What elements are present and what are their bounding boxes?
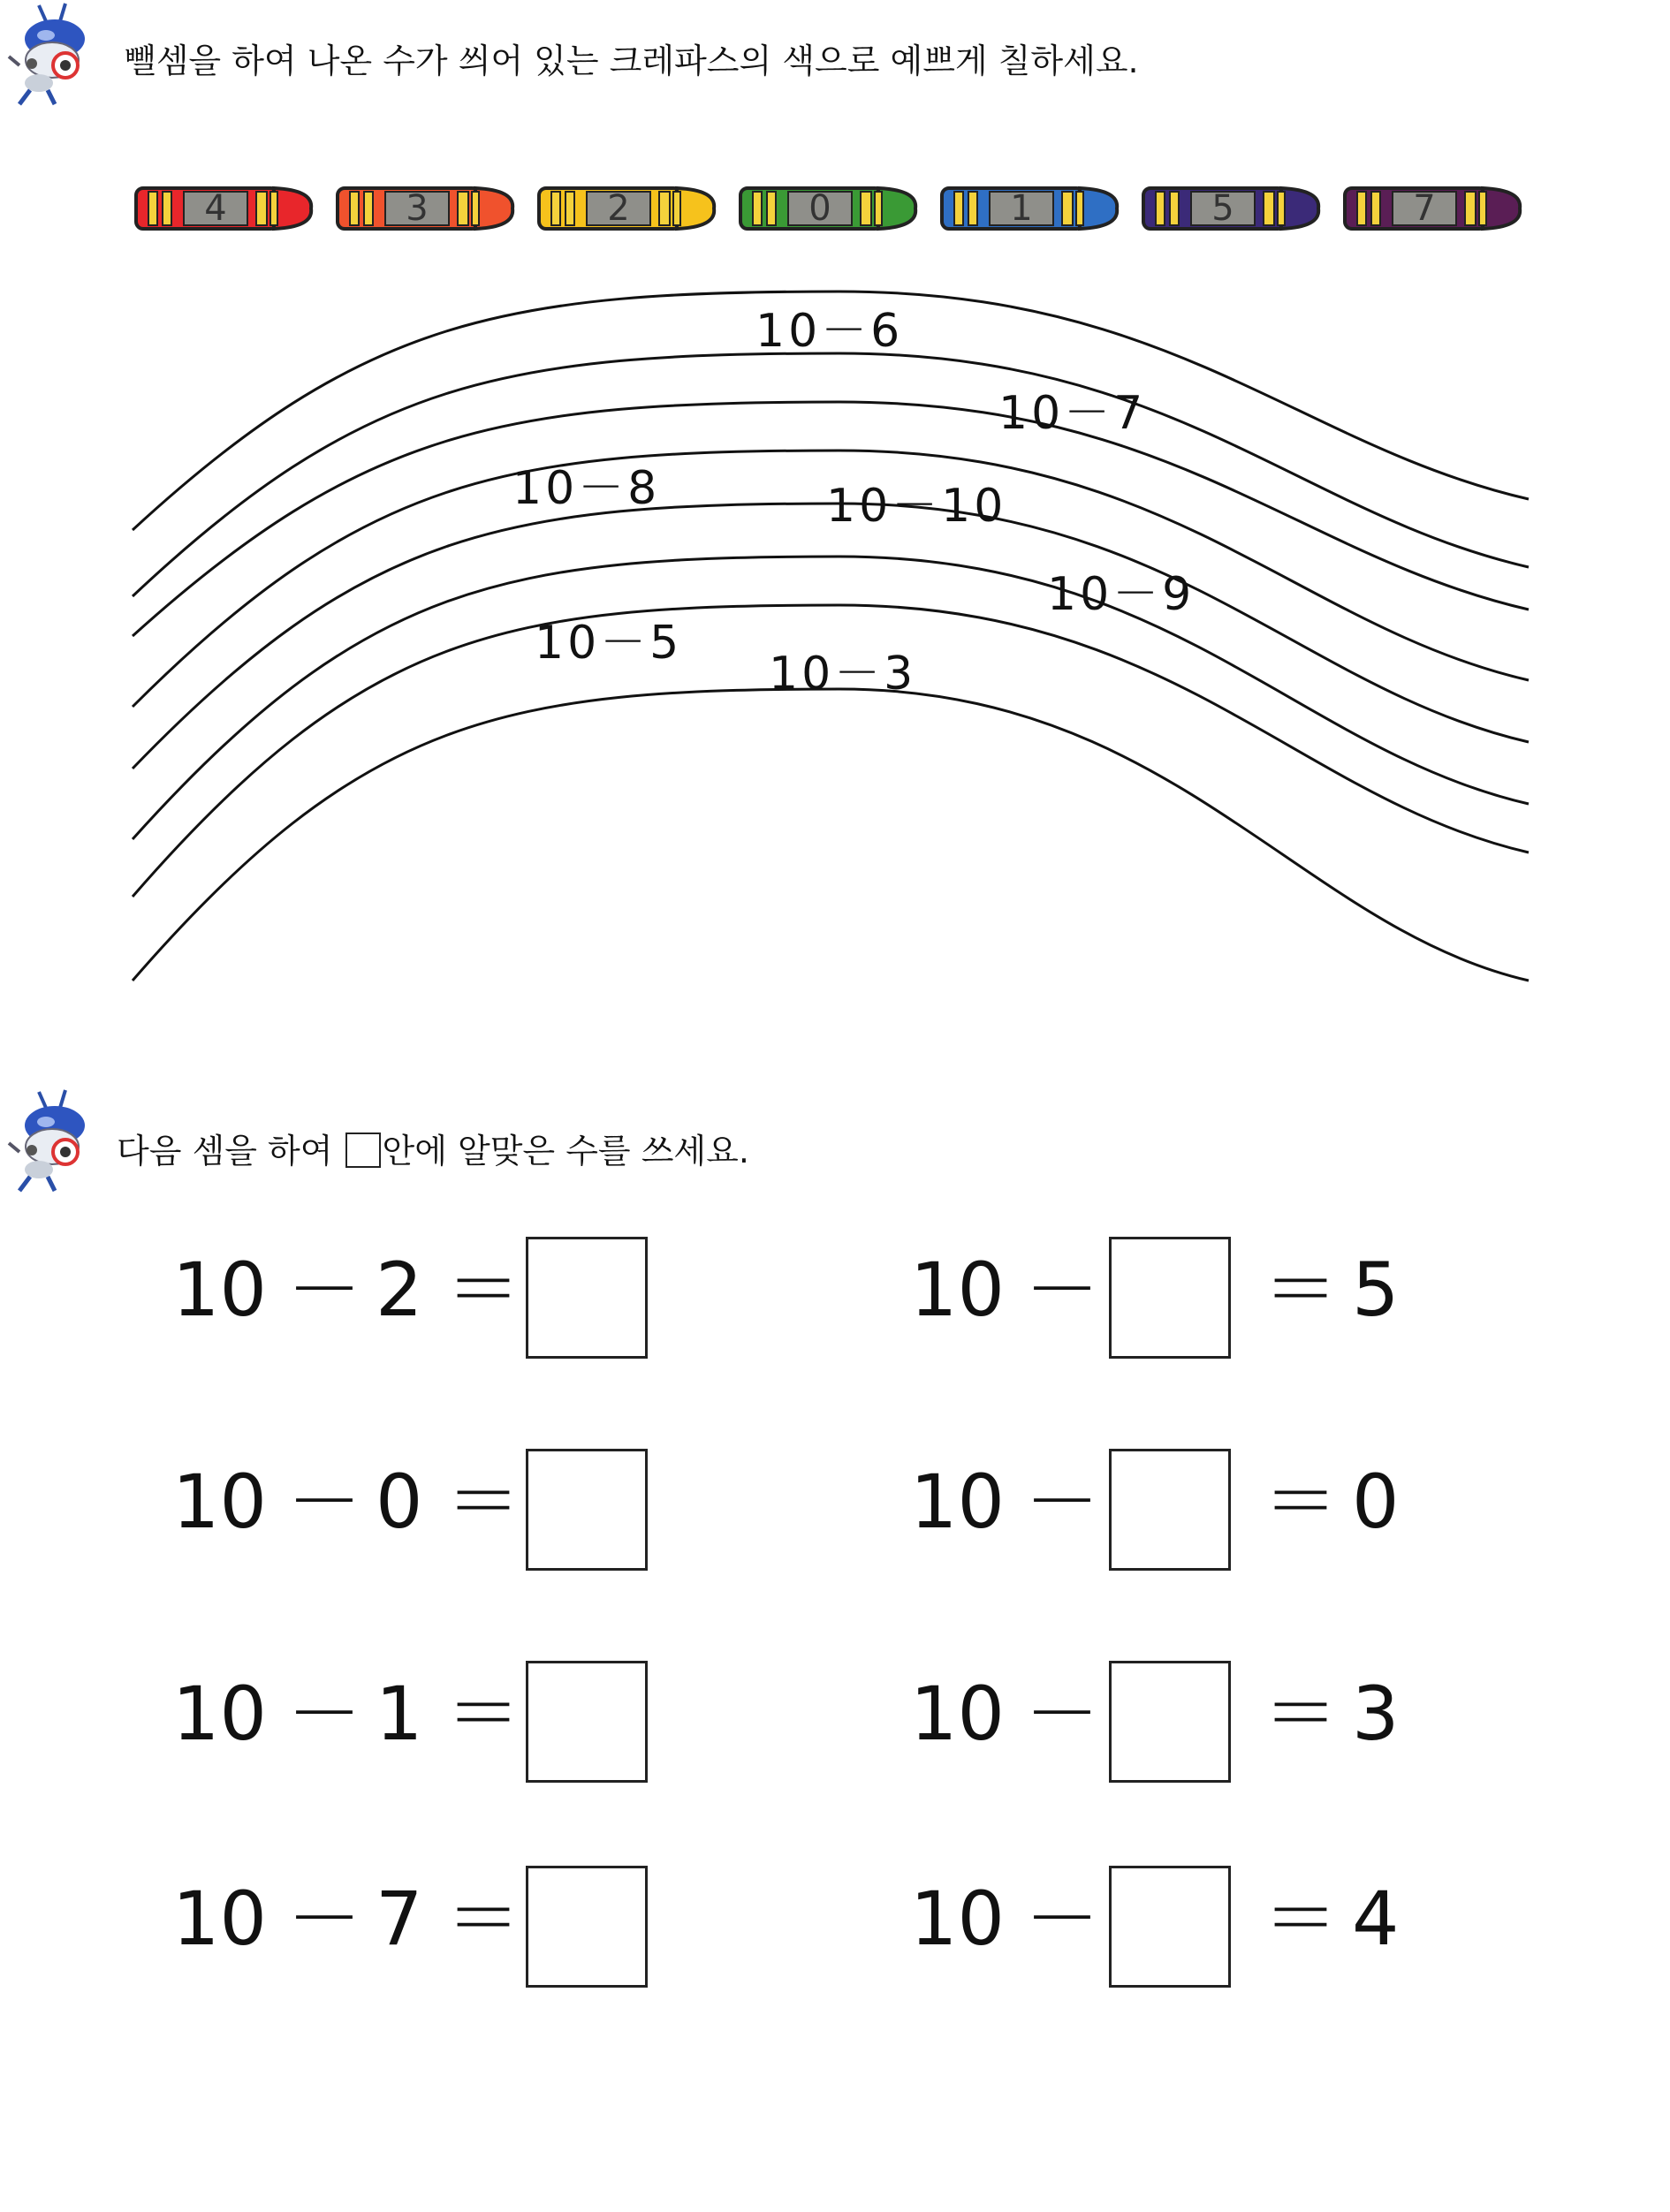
equation-left-row (172, 1661, 791, 1784)
instruction-text-after: 안에 알맞은 수를 쓰세요. (382, 1132, 749, 1170)
answer-box[interactable] (526, 1866, 648, 1988)
equals-sign: ＝ (1264, 1875, 1339, 1962)
rainbow-diagram (0, 265, 1670, 1025)
crayon-4 (133, 181, 314, 236)
minuend: 10 (172, 1246, 267, 1333)
answer-box[interactable] (526, 1237, 648, 1359)
rainbow-band-label: 10－3 (769, 648, 917, 701)
equals-sign: ＝ (446, 1458, 521, 1545)
crayon-number: 2 (607, 188, 630, 229)
crayon-number: 3 (406, 188, 429, 229)
answer-box[interactable] (1109, 1237, 1231, 1359)
rainbow-band-label: 10－7 (998, 387, 1147, 440)
equals-sign: ＝ (446, 1246, 521, 1333)
ant-mascot-icon (4, 2, 101, 108)
minus-sign: － (287, 1246, 362, 1333)
result: 0 (1352, 1458, 1400, 1545)
answer-box[interactable] (1109, 1661, 1231, 1783)
crayon-1 (938, 181, 1120, 236)
minus-sign: － (287, 1875, 362, 1962)
minuend: 10 (172, 1458, 267, 1545)
minus-sign: － (287, 1670, 362, 1757)
equals-sign: ＝ (1264, 1670, 1339, 1757)
rainbow-band-label: 10－6 (755, 305, 904, 358)
answer-box[interactable] (526, 1661, 648, 1783)
minuend: 10 (910, 1246, 1005, 1333)
result: 4 (1352, 1875, 1400, 1962)
minuend: 10 (172, 1875, 267, 1962)
equation-left-row (172, 1866, 791, 1989)
minuend: 10 (910, 1458, 1005, 1545)
equation-right-row (910, 1237, 1529, 1360)
crayon-row (133, 181, 1520, 243)
ant-mascot-icon (4, 1088, 101, 1194)
equation-right-row (910, 1449, 1529, 1572)
equation-left-row (172, 1449, 791, 1572)
rainbow-band-label: 10－8 (512, 462, 661, 515)
crayon-number: 4 (204, 188, 227, 229)
equation-right-row (910, 1866, 1529, 1989)
minus-sign: － (1025, 1670, 1100, 1757)
rainbow-band-label: 10－9 (1047, 568, 1196, 621)
subtrahend: 1 (376, 1670, 423, 1757)
crayon-number: 7 (1413, 188, 1436, 229)
equals-sign: ＝ (1264, 1246, 1339, 1333)
minus-sign: － (1025, 1875, 1100, 1962)
equation-right-row (910, 1661, 1529, 1784)
equals-sign: ＝ (1264, 1458, 1339, 1545)
crayon-3 (334, 181, 515, 236)
rainbow-band-label: 10－10 (826, 480, 1007, 533)
equals-sign: ＝ (446, 1670, 521, 1757)
instruction-fill-boxes (117, 1133, 749, 1168)
crayon-2 (535, 181, 717, 236)
crayon-7 (1341, 181, 1522, 236)
crayon-0 (737, 181, 918, 236)
minuend: 10 (910, 1875, 1005, 1962)
answer-box[interactable] (1109, 1866, 1231, 1988)
instruction-text-before: 다음 셈을 하여 (117, 1132, 333, 1170)
result: 5 (1352, 1246, 1400, 1333)
subtrahend: 7 (376, 1875, 423, 1962)
crayon-number: 5 (1211, 188, 1234, 229)
equation-left-row (172, 1237, 791, 1360)
minuend: 10 (910, 1670, 1005, 1757)
crayon-number: 1 (1010, 188, 1033, 229)
answer-box[interactable] (526, 1449, 648, 1571)
minus-sign: － (1025, 1458, 1100, 1545)
inline-box-icon (345, 1133, 381, 1168)
subtrahend: 0 (376, 1458, 423, 1545)
crayon-5 (1140, 181, 1321, 236)
minus-sign: － (1025, 1246, 1100, 1333)
answer-box[interactable] (1109, 1449, 1231, 1571)
rainbow-band-label: 10－5 (535, 617, 683, 670)
result: 3 (1352, 1670, 1400, 1757)
instruction-subtraction-coloring: 뺄셈을 하여 나온 수가 씌어 있는 크레파스의 색으로 예쁘게 칠하세요. (124, 42, 1139, 80)
rainbow-band-line-8 (133, 689, 1529, 981)
minuend: 10 (172, 1670, 267, 1757)
minus-sign: － (287, 1458, 362, 1545)
subtrahend: 2 (376, 1246, 423, 1333)
crayon-number: 0 (808, 188, 831, 229)
equals-sign: ＝ (446, 1875, 521, 1962)
